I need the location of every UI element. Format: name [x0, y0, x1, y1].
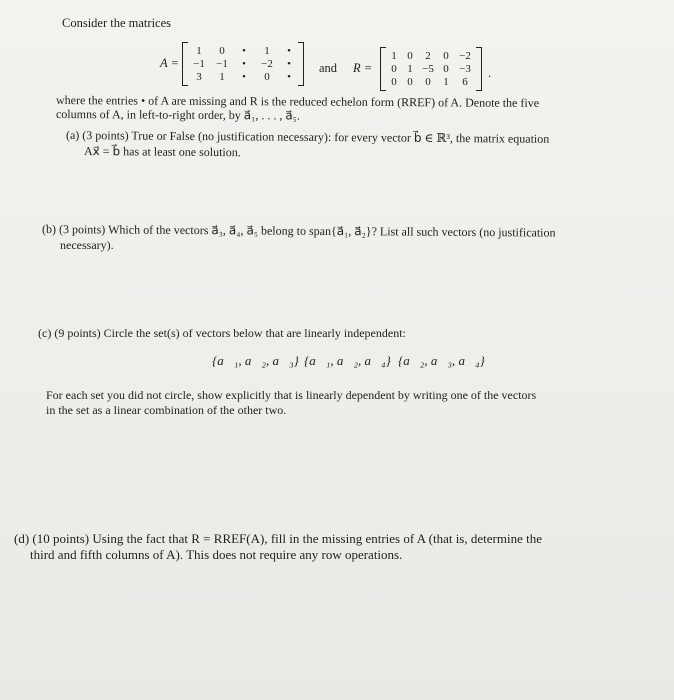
part-b-line-2: necessary).	[60, 238, 114, 252]
matrix-r-cell: 0	[407, 49, 413, 62]
matrix-a-cell: •	[242, 57, 246, 70]
matrix-a-cell: •	[287, 57, 291, 70]
matrix-a-cell: 0	[264, 70, 270, 83]
matrix-r-cell: 1	[407, 62, 413, 75]
matrix-r-cell: 0	[425, 75, 431, 88]
and-label: and	[319, 61, 338, 75]
where-line-2: columns of A, in left-to-right order, by a⃗₁, . . . , a⃗₅.	[55, 107, 300, 123]
part-c-line-3: in the set as a linear combination of the other two.	[46, 403, 287, 417]
matrix-r-cell: 0	[443, 62, 449, 75]
matrix-a-cell: 3	[196, 70, 202, 83]
matrix-r-label: R =	[353, 61, 373, 75]
where-line-1: where the entries • of A are missing and R is the reduced echelon form (RREF) of A. Denote the five	[55, 93, 540, 110]
matrix-a-label: A =	[160, 56, 179, 70]
set-2[interactable]: {a⃗₁, a⃗₂, a⃗₄}	[304, 353, 391, 368]
matrix-r-cell: 1	[443, 75, 449, 88]
matrix-r-cell: 0	[407, 75, 413, 88]
matrix-a-cell: •	[242, 70, 246, 83]
part-c-line-1: (c) (9 points) Circle the set(s) of vectors below that are linearly independent:	[38, 326, 406, 340]
matrix-a-cell: •	[287, 70, 291, 83]
matrix-r-cell: −2	[459, 49, 471, 62]
matrix-a-cell: 1	[219, 70, 225, 83]
matrix-a-cell: 0	[219, 44, 225, 57]
matrix-r-cell: 6	[462, 75, 468, 88]
matrix-r-cell: 1	[391, 49, 397, 62]
part-b-line-1: (b) (3 points) Which of the vectors a⃗₃, a⃗₄, a⃗₅ belong to span{a⃗₁, a⃗₂}? List all such vectors (no justification	[41, 222, 556, 240]
part-c-line-2: For each set you did not circle, show explicitly that is linearly dependent by writing one of the vectors	[46, 388, 537, 402]
matrix-a-grid	[188, 45, 298, 84]
part-a-line-2: Ax⃗ = b⃗ has at least one solution.	[83, 144, 241, 160]
matrix-a-cell: −2	[261, 57, 273, 70]
matrix-a-cell: •	[287, 44, 291, 57]
part-d-line-1: (d) (10 points) Using the fact that R = RREF(A), fill in the missing entries of A (that is, determine the	[14, 531, 542, 546]
matrix-a	[182, 42, 304, 86]
matrix-a-cell: •	[242, 44, 246, 57]
matrix-a-cell: −1	[216, 57, 228, 70]
matrix-r-cell: 0	[391, 62, 397, 75]
set-3[interactable]: {a⃗₂, a⃗₃, a⃗₄}	[398, 353, 485, 368]
matrix-r-cell: 0	[443, 49, 449, 62]
intro-text: Consider the matrices	[62, 16, 171, 30]
matrix-r-cell: −5	[422, 62, 434, 75]
matrix-a-cell: 1	[264, 44, 270, 57]
matrix-r-grid	[386, 50, 476, 89]
set-1[interactable]: {a⃗₁, a⃗₂, a⃗₃}	[212, 353, 299, 368]
matrix-r-cell: −3	[459, 62, 471, 75]
matrix-a-cell: −1	[193, 57, 205, 70]
part-d-line-2: third and fifth columns of A). This does not require any row operations.	[30, 547, 403, 562]
matrix-a-cell: 1	[196, 44, 202, 57]
matrix-r	[380, 47, 482, 91]
matrix-r-cell: 0	[391, 75, 397, 88]
matrix-r-period: .	[488, 66, 492, 80]
matrix-r-cell: 2	[425, 49, 431, 62]
part-a-line-1: (a) (3 points) True or False (no justification necessary): for every vector b⃗ ∈ ℝ³, the matrix equation	[65, 128, 550, 146]
